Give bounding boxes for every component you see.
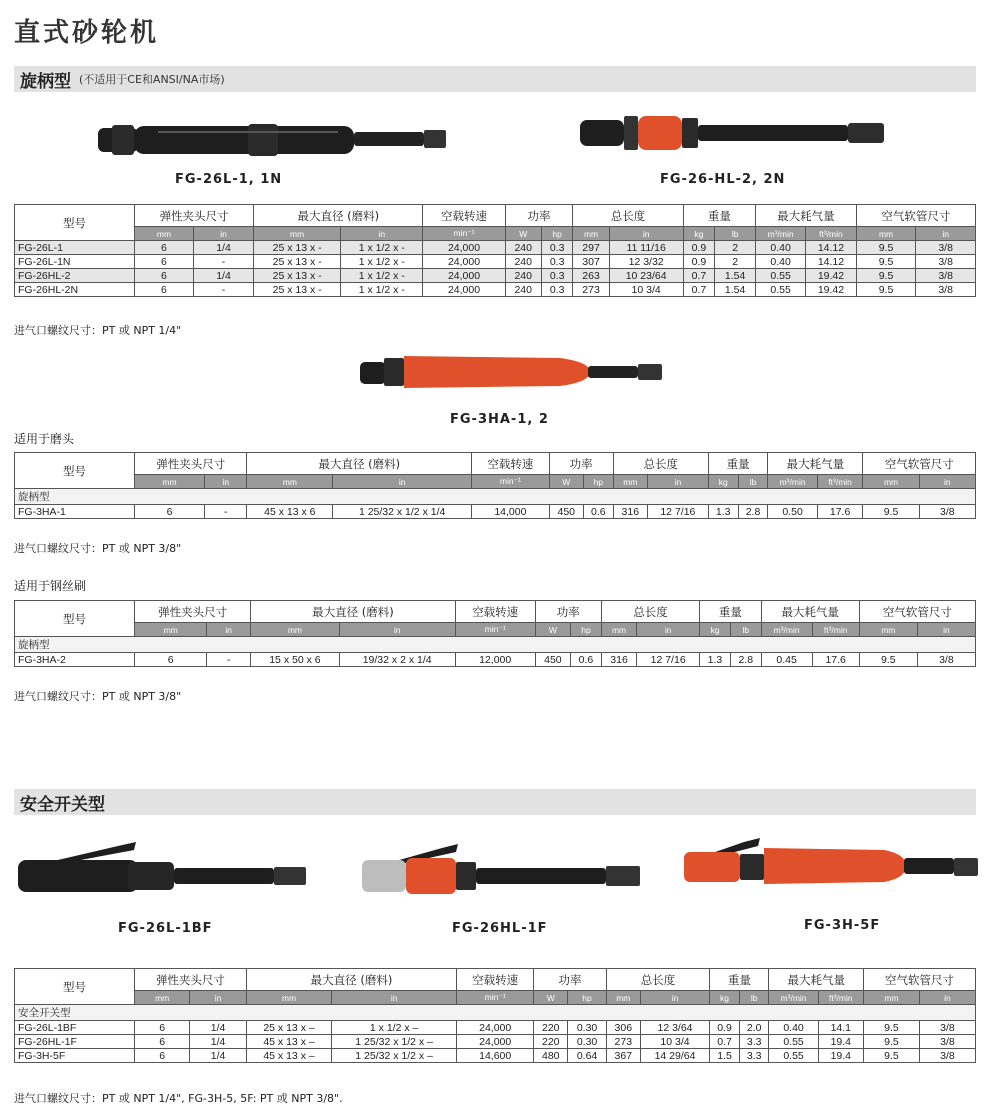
unit-cell: in: [919, 475, 975, 489]
unit-cell: hp: [583, 475, 613, 489]
unit-cell: in: [333, 475, 472, 489]
spec-cell: 480: [534, 1049, 568, 1063]
spec-cell: 0.3: [541, 283, 573, 297]
unit-cell: in: [647, 475, 708, 489]
spec-cell: 450: [549, 505, 583, 519]
unit-cell: in: [640, 991, 709, 1005]
spec-cell: 10 3/4: [640, 1035, 709, 1049]
header-speed: 空载转速: [472, 453, 550, 475]
spec-cell: 3/8: [919, 1049, 975, 1063]
unit-cell: m³/min: [756, 227, 806, 241]
grinder-fg-26hl-1f-image: [362, 832, 644, 896]
header-max-diameter: 最大直径 (磨料): [247, 453, 472, 475]
unit-cell: min⁻¹: [472, 475, 550, 489]
unit-cell: in: [341, 227, 423, 241]
spec-cell: 0.64: [568, 1049, 606, 1063]
header-collet: 弹性夹头尺寸: [135, 601, 251, 623]
header-weight: 重量: [700, 601, 762, 623]
spec-cell: 0.30: [568, 1035, 606, 1049]
spec-cell: 25 x 13 x -: [254, 241, 341, 255]
spec-cell: 10 23/64: [609, 269, 683, 283]
unit-cell: mm: [864, 991, 920, 1005]
unit-cell: ft³/min: [812, 623, 859, 637]
header-max-diameter: 最大直径 (磨料): [254, 205, 423, 227]
spec-cell: 1.5: [710, 1049, 740, 1063]
group-row: [15, 1005, 976, 1021]
spec-cell: 6: [135, 269, 194, 283]
unit-cell: lb: [715, 227, 756, 241]
spec-cell: 11 11/16: [609, 241, 683, 255]
spec-cell: 367: [606, 1049, 640, 1063]
unit-cell: min⁻¹: [457, 991, 534, 1005]
spec-cell: 25 x 13 x -: [254, 283, 341, 297]
model-cell: FG-26HL-2: [15, 269, 135, 283]
unit-cell: lb: [738, 475, 768, 489]
spec-cell: 0.3: [541, 241, 573, 255]
spec-cell: 0.40: [769, 1021, 818, 1035]
spec-cell: 1/4: [193, 241, 253, 255]
header-hose: 空气软管尺寸: [863, 453, 976, 475]
header-speed: 空载转速: [455, 601, 535, 623]
model-cell: FG-3HA-1: [15, 505, 135, 519]
table-body: [15, 637, 976, 667]
table-body: [15, 489, 976, 519]
header-model: 型号: [15, 969, 135, 1005]
spec-cell: 19.42: [806, 283, 857, 297]
spec-cell: 17.6: [812, 653, 859, 667]
spec-cell: 240: [505, 255, 541, 269]
unit-cell: W: [535, 623, 570, 637]
header-power: 功率: [534, 969, 607, 991]
table-row: [15, 653, 976, 667]
spec-cell: 1 25/32 x 1/2 x 1/4: [333, 505, 472, 519]
spec-cell: 25 x 13 x -: [254, 255, 341, 269]
spec-cell: 220: [534, 1035, 568, 1049]
spec-cell: 0.6: [571, 653, 602, 667]
spec-cell: 10 3/4: [609, 283, 683, 297]
spec-cell: 1 x 1/2 x –: [332, 1021, 457, 1035]
spec-cell: 3/8: [919, 1035, 975, 1049]
spec-cell: 1/4: [190, 1021, 247, 1035]
header-hose: 空气软管尺寸: [856, 205, 975, 227]
table-row: [15, 1035, 976, 1049]
unit-cell: kg: [710, 991, 740, 1005]
unit-cell: in: [332, 991, 457, 1005]
spec-cell: 2: [715, 255, 756, 269]
spec-cell: 25 x 13 x –: [246, 1021, 331, 1035]
unit-cell: min⁻¹: [423, 227, 505, 241]
spec-cell: 14.12: [806, 241, 857, 255]
unit-cell: mm: [135, 227, 194, 241]
model-cell: FG-26L-1N: [15, 255, 135, 269]
unit-cell: mm: [135, 475, 205, 489]
header-model: 型号: [15, 205, 135, 241]
spec-cell: 6: [135, 241, 194, 255]
header-power: 功率: [535, 601, 601, 623]
spec-cell: 24,000: [423, 255, 505, 269]
spec-cell: 2.8: [730, 653, 761, 667]
unit-cell: mm: [859, 623, 917, 637]
header-collet: 弹性夹头尺寸: [135, 205, 254, 227]
inlet-thread-note: 进气口螺纹尺寸：PT 或 NPT 3/8": [14, 690, 182, 703]
spec-cell: 12 3/64: [640, 1021, 709, 1035]
spec-cell: 0.3: [541, 269, 573, 283]
unit-cell: mm: [601, 623, 636, 637]
grinder-fg-3h-5f-image: [684, 828, 980, 892]
spec-cell: 1/4: [193, 269, 253, 283]
spec-cell: 3.3: [739, 1049, 769, 1063]
caption-fg-26l-1: FG-26L-1, 1N: [175, 172, 283, 187]
unit-cell: lb: [730, 623, 761, 637]
caption-fg-3ha: FG-3HA-1, 2: [450, 412, 549, 427]
spec-cell: 1 25/32 x 1/2 x –: [332, 1049, 457, 1063]
spec-cell: 6: [135, 1035, 190, 1049]
spec-cell: 0.30: [568, 1021, 606, 1035]
spec-cell: 3/8: [919, 1021, 975, 1035]
unit-cell: kg: [683, 227, 715, 241]
unit-cell: mm: [246, 991, 331, 1005]
spec-cell: 0.45: [761, 653, 812, 667]
caption-fg-26hl-1f: FG-26HL-1F: [452, 921, 548, 936]
spec-cell: 3/8: [919, 505, 975, 519]
spec-cell: 2.0: [739, 1021, 769, 1035]
spec-cell: 2.8: [738, 505, 768, 519]
caption-fg-26l-1bf: FG-26L-1BF: [118, 921, 213, 936]
spec-cell: 297: [573, 241, 609, 255]
header-model: 型号: [15, 453, 135, 489]
unit-cell: W: [549, 475, 583, 489]
spec-cell: 0.9: [683, 241, 715, 255]
spec-cell: 6: [135, 1049, 190, 1063]
table-row: [15, 283, 976, 297]
spec-cell: 3/8: [916, 255, 976, 269]
spec-cell: 0.55: [769, 1049, 818, 1063]
spec-cell: 3/8: [916, 241, 976, 255]
spec-cell: 2: [715, 241, 756, 255]
spec-cell: 24,000: [457, 1021, 534, 1035]
spec-cell: 3.3: [739, 1035, 769, 1049]
spec-cell: -: [205, 505, 247, 519]
table-row: [15, 255, 976, 269]
unit-cell: ft³/min: [818, 991, 863, 1005]
spec-cell: 240: [505, 269, 541, 283]
spec-table-safety: [14, 968, 976, 1063]
spec-cell: 450: [535, 653, 570, 667]
group-row: [15, 637, 976, 653]
spec-cell: 316: [601, 653, 636, 667]
spec-cell: 0.7: [710, 1035, 740, 1049]
spec-cell: 1 x 1/2 x -: [341, 283, 423, 297]
header-hose: 空气软管尺寸: [864, 969, 976, 991]
spec-cell: 0.9: [710, 1021, 740, 1035]
spec-cell: 14.1: [818, 1021, 863, 1035]
spec-cell: -: [207, 653, 251, 667]
spec-cell: 25 x 13 x -: [254, 269, 341, 283]
spec-cell: 6: [135, 653, 207, 667]
unit-cell: lb: [739, 991, 769, 1005]
header-speed: 空载转速: [457, 969, 534, 991]
spec-cell: 0.55: [756, 269, 806, 283]
unit-cell: m³/min: [761, 623, 812, 637]
header-air: 最大耗气量: [768, 453, 863, 475]
unit-cell: hp: [571, 623, 602, 637]
units-row: [15, 475, 976, 489]
spec-cell: 0.6: [583, 505, 613, 519]
grinder-fg-26-hl-2-image: [580, 110, 890, 156]
unit-cell: mm: [135, 623, 207, 637]
spec-cell: 0.3: [541, 255, 573, 269]
spec-cell: 0.55: [756, 283, 806, 297]
spec-cell: 0.7: [683, 283, 715, 297]
header-weight: 重量: [708, 453, 768, 475]
units-row: [15, 991, 976, 1005]
header-max-diameter: 最大直径 (磨料): [246, 969, 456, 991]
unit-cell: mm: [573, 227, 609, 241]
spec-cell: 9.5: [856, 255, 916, 269]
spec-cell: 14,000: [472, 505, 550, 519]
unit-cell: W: [505, 227, 541, 241]
spec-cell: 0.40: [756, 255, 806, 269]
spec-cell: 45 x 13 x –: [246, 1049, 331, 1063]
spec-cell: 1 x 1/2 x -: [341, 255, 423, 269]
unit-cell: ft³/min: [817, 475, 863, 489]
spec-cell: 1 x 1/2 x -: [341, 269, 423, 283]
inlet-thread-note: 进气口螺纹尺寸：PT 或 NPT 1/4": [14, 324, 182, 337]
section-subtitle: (不适用于CE和ANSI/NA市场): [79, 73, 225, 86]
header-weight: 重量: [710, 969, 769, 991]
unit-cell: hp: [541, 227, 573, 241]
spec-cell: 9.5: [856, 269, 916, 283]
table-row: [15, 1049, 976, 1063]
unit-cell: W: [534, 991, 568, 1005]
unit-cell: in: [205, 475, 247, 489]
unit-cell: mm: [247, 475, 333, 489]
unit-cell: in: [193, 227, 253, 241]
spec-cell: 14.12: [806, 255, 857, 269]
header-length: 总长度: [606, 969, 709, 991]
spec-cell: 220: [534, 1021, 568, 1035]
caption-fg-26-hl-2: FG-26-HL-2, 2N: [660, 172, 786, 187]
table-row: [15, 1021, 976, 1035]
header-weight: 重量: [683, 205, 756, 227]
section-header-rotary: [14, 66, 976, 92]
unit-cell: mm: [863, 475, 919, 489]
unit-cell: hp: [568, 991, 606, 1005]
spec-cell: 19.4: [818, 1049, 863, 1063]
spec-cell: 12 7/16: [647, 505, 708, 519]
spec-cell: 6: [135, 283, 194, 297]
spec-cell: 6: [135, 505, 205, 519]
spec-cell: 3/8: [916, 283, 976, 297]
header-air: 最大耗气量: [761, 601, 859, 623]
model-cell: FG-3H-5F: [15, 1049, 135, 1063]
spec-table-grinding-head: [14, 452, 976, 519]
spec-cell: 1.54: [715, 283, 756, 297]
spec-cell: 24,000: [423, 269, 505, 283]
header-hose: 空气软管尺寸: [859, 601, 975, 623]
units-row: [15, 623, 976, 637]
grinder-fg-26l-1-image: [98, 116, 448, 162]
spec-cell: 0.7: [683, 269, 715, 283]
spec-cell: 14 29/64: [640, 1049, 709, 1063]
spec-cell: 307: [573, 255, 609, 269]
spec-cell: 1/4: [190, 1049, 247, 1063]
unit-cell: in: [917, 623, 975, 637]
header-power: 功率: [549, 453, 613, 475]
unit-cell: mm: [135, 991, 190, 1005]
spec-cell: 12 7/16: [637, 653, 700, 667]
spec-cell: 0.50: [768, 505, 817, 519]
unit-cell: kg: [708, 475, 738, 489]
table-heading-wire-brush: 适用于钢丝刷: [14, 579, 87, 593]
unit-cell: in: [609, 227, 683, 241]
spec-cell: 19.42: [806, 269, 857, 283]
spec-cell: 9.5: [864, 1035, 920, 1049]
spec-cell: 9.5: [864, 1021, 920, 1035]
section-header-safety: [14, 789, 976, 815]
spec-cell: 9.5: [864, 1049, 920, 1063]
spec-cell: 6: [135, 255, 194, 269]
unit-cell: in: [919, 991, 975, 1005]
spec-cell: 9.5: [856, 241, 916, 255]
unit-cell: ft³/min: [806, 227, 857, 241]
unit-cell: kg: [700, 623, 731, 637]
spec-cell: 6: [135, 1021, 190, 1035]
unit-cell: mm: [613, 475, 647, 489]
grinder-fg-26l-1bf-image: [18, 832, 310, 896]
unit-cell: in: [916, 227, 976, 241]
spec-cell: 9.5: [859, 653, 917, 667]
unit-cell: mm: [254, 227, 341, 241]
spec-cell: 45 x 13 x 6: [247, 505, 333, 519]
header-speed: 空载转速: [423, 205, 505, 227]
spec-cell: 1 25/32 x 1/2 x –: [332, 1035, 457, 1049]
spec-cell: 15 x 50 x 6: [251, 653, 340, 667]
unit-cell: in: [637, 623, 700, 637]
spec-cell: 3/8: [917, 653, 975, 667]
spec-cell: 1.3: [708, 505, 738, 519]
spec-cell: 240: [505, 241, 541, 255]
group-label: 旋柄型: [15, 637, 976, 653]
header-length: 总长度: [601, 601, 699, 623]
header-length: 总长度: [573, 205, 683, 227]
page-title: 直式砂轮机: [14, 18, 160, 48]
spec-cell: 0.40: [756, 241, 806, 255]
unit-cell: m³/min: [768, 475, 817, 489]
spec-cell: 9.5: [856, 283, 916, 297]
spec-cell: 24,000: [423, 283, 505, 297]
header-length: 总长度: [613, 453, 708, 475]
model-cell: FG-3HA-2: [15, 653, 135, 667]
unit-cell: mm: [856, 227, 916, 241]
spec-cell: 0.9: [683, 255, 715, 269]
caption-fg-3h-5f: FG-3H-5F: [804, 918, 881, 933]
model-cell: FG-26HL-2N: [15, 283, 135, 297]
header-collet: 弹性夹头尺寸: [135, 969, 247, 991]
spec-cell: 14,600: [457, 1049, 534, 1063]
header-model: 型号: [15, 601, 135, 637]
grinder-fg-3ha-image: [360, 350, 670, 394]
unit-cell: mm: [606, 991, 640, 1005]
table-row: [15, 505, 976, 519]
unit-cell: min⁻¹: [455, 623, 535, 637]
table-heading-grinding-head: 适用于磨头: [14, 432, 75, 446]
spec-table-wire-brush: [14, 600, 976, 667]
header-power: 功率: [505, 205, 573, 227]
unit-cell: m³/min: [769, 991, 818, 1005]
spec-cell: 306: [606, 1021, 640, 1035]
spec-cell: -: [193, 255, 253, 269]
spec-cell: -: [193, 283, 253, 297]
spec-cell: 24,000: [457, 1035, 534, 1049]
spec-cell: 0.55: [769, 1035, 818, 1049]
header-max-diameter: 最大直径 (磨料): [251, 601, 456, 623]
group-label: 安全开关型: [15, 1005, 976, 1021]
table-body: [15, 1005, 976, 1063]
header-collet: 弹性夹头尺寸: [135, 453, 247, 475]
spec-cell: 12 3/32: [609, 255, 683, 269]
table-row: [15, 241, 976, 255]
section-title: 安全开关型: [20, 794, 105, 815]
spec-cell: 240: [505, 283, 541, 297]
spec-cell: 1 x 1/2 x -: [341, 241, 423, 255]
spec-cell: 3/8: [916, 269, 976, 283]
spec-cell: 273: [606, 1035, 640, 1049]
spec-cell: 9.5: [863, 505, 919, 519]
inlet-thread-note: 进气口螺纹尺寸：PT 或 NPT 1/4", FG-3H-5, 5F: PT 或 NPT 3/8".: [14, 1092, 343, 1105]
inlet-thread-note: 进气口螺纹尺寸：PT 或 NPT 3/8": [14, 542, 182, 555]
spec-cell: 12,000: [455, 653, 535, 667]
unit-cell: in: [207, 623, 251, 637]
section-title: 旋柄型: [20, 71, 71, 92]
header-air: 最大耗气量: [756, 205, 857, 227]
model-cell: FG-26HL-1F: [15, 1035, 135, 1049]
model-cell: FG-26L-1BF: [15, 1021, 135, 1035]
unit-cell: in: [339, 623, 455, 637]
spec-cell: 17.6: [817, 505, 863, 519]
unit-cell: in: [190, 991, 247, 1005]
spec-cell: 45 x 13 x –: [246, 1035, 331, 1049]
spec-cell: 19.4: [818, 1035, 863, 1049]
spec-cell: 1/4: [190, 1035, 247, 1049]
spec-cell: 263: [573, 269, 609, 283]
table-body: [15, 241, 976, 297]
spec-cell: 273: [573, 283, 609, 297]
spec-cell: 1.3: [700, 653, 731, 667]
group-label: 旋柄型: [15, 489, 976, 505]
spec-table-rotary: [14, 204, 976, 297]
spec-cell: 24,000: [423, 241, 505, 255]
group-row: [15, 489, 976, 505]
units-row: [15, 227, 976, 241]
model-cell: FG-26L-1: [15, 241, 135, 255]
spec-cell: 19/32 x 2 x 1/4: [339, 653, 455, 667]
unit-cell: mm: [251, 623, 340, 637]
spec-cell: 316: [613, 505, 647, 519]
spec-cell: 1.54: [715, 269, 756, 283]
header-air: 最大耗气量: [769, 969, 864, 991]
table-row: [15, 269, 976, 283]
